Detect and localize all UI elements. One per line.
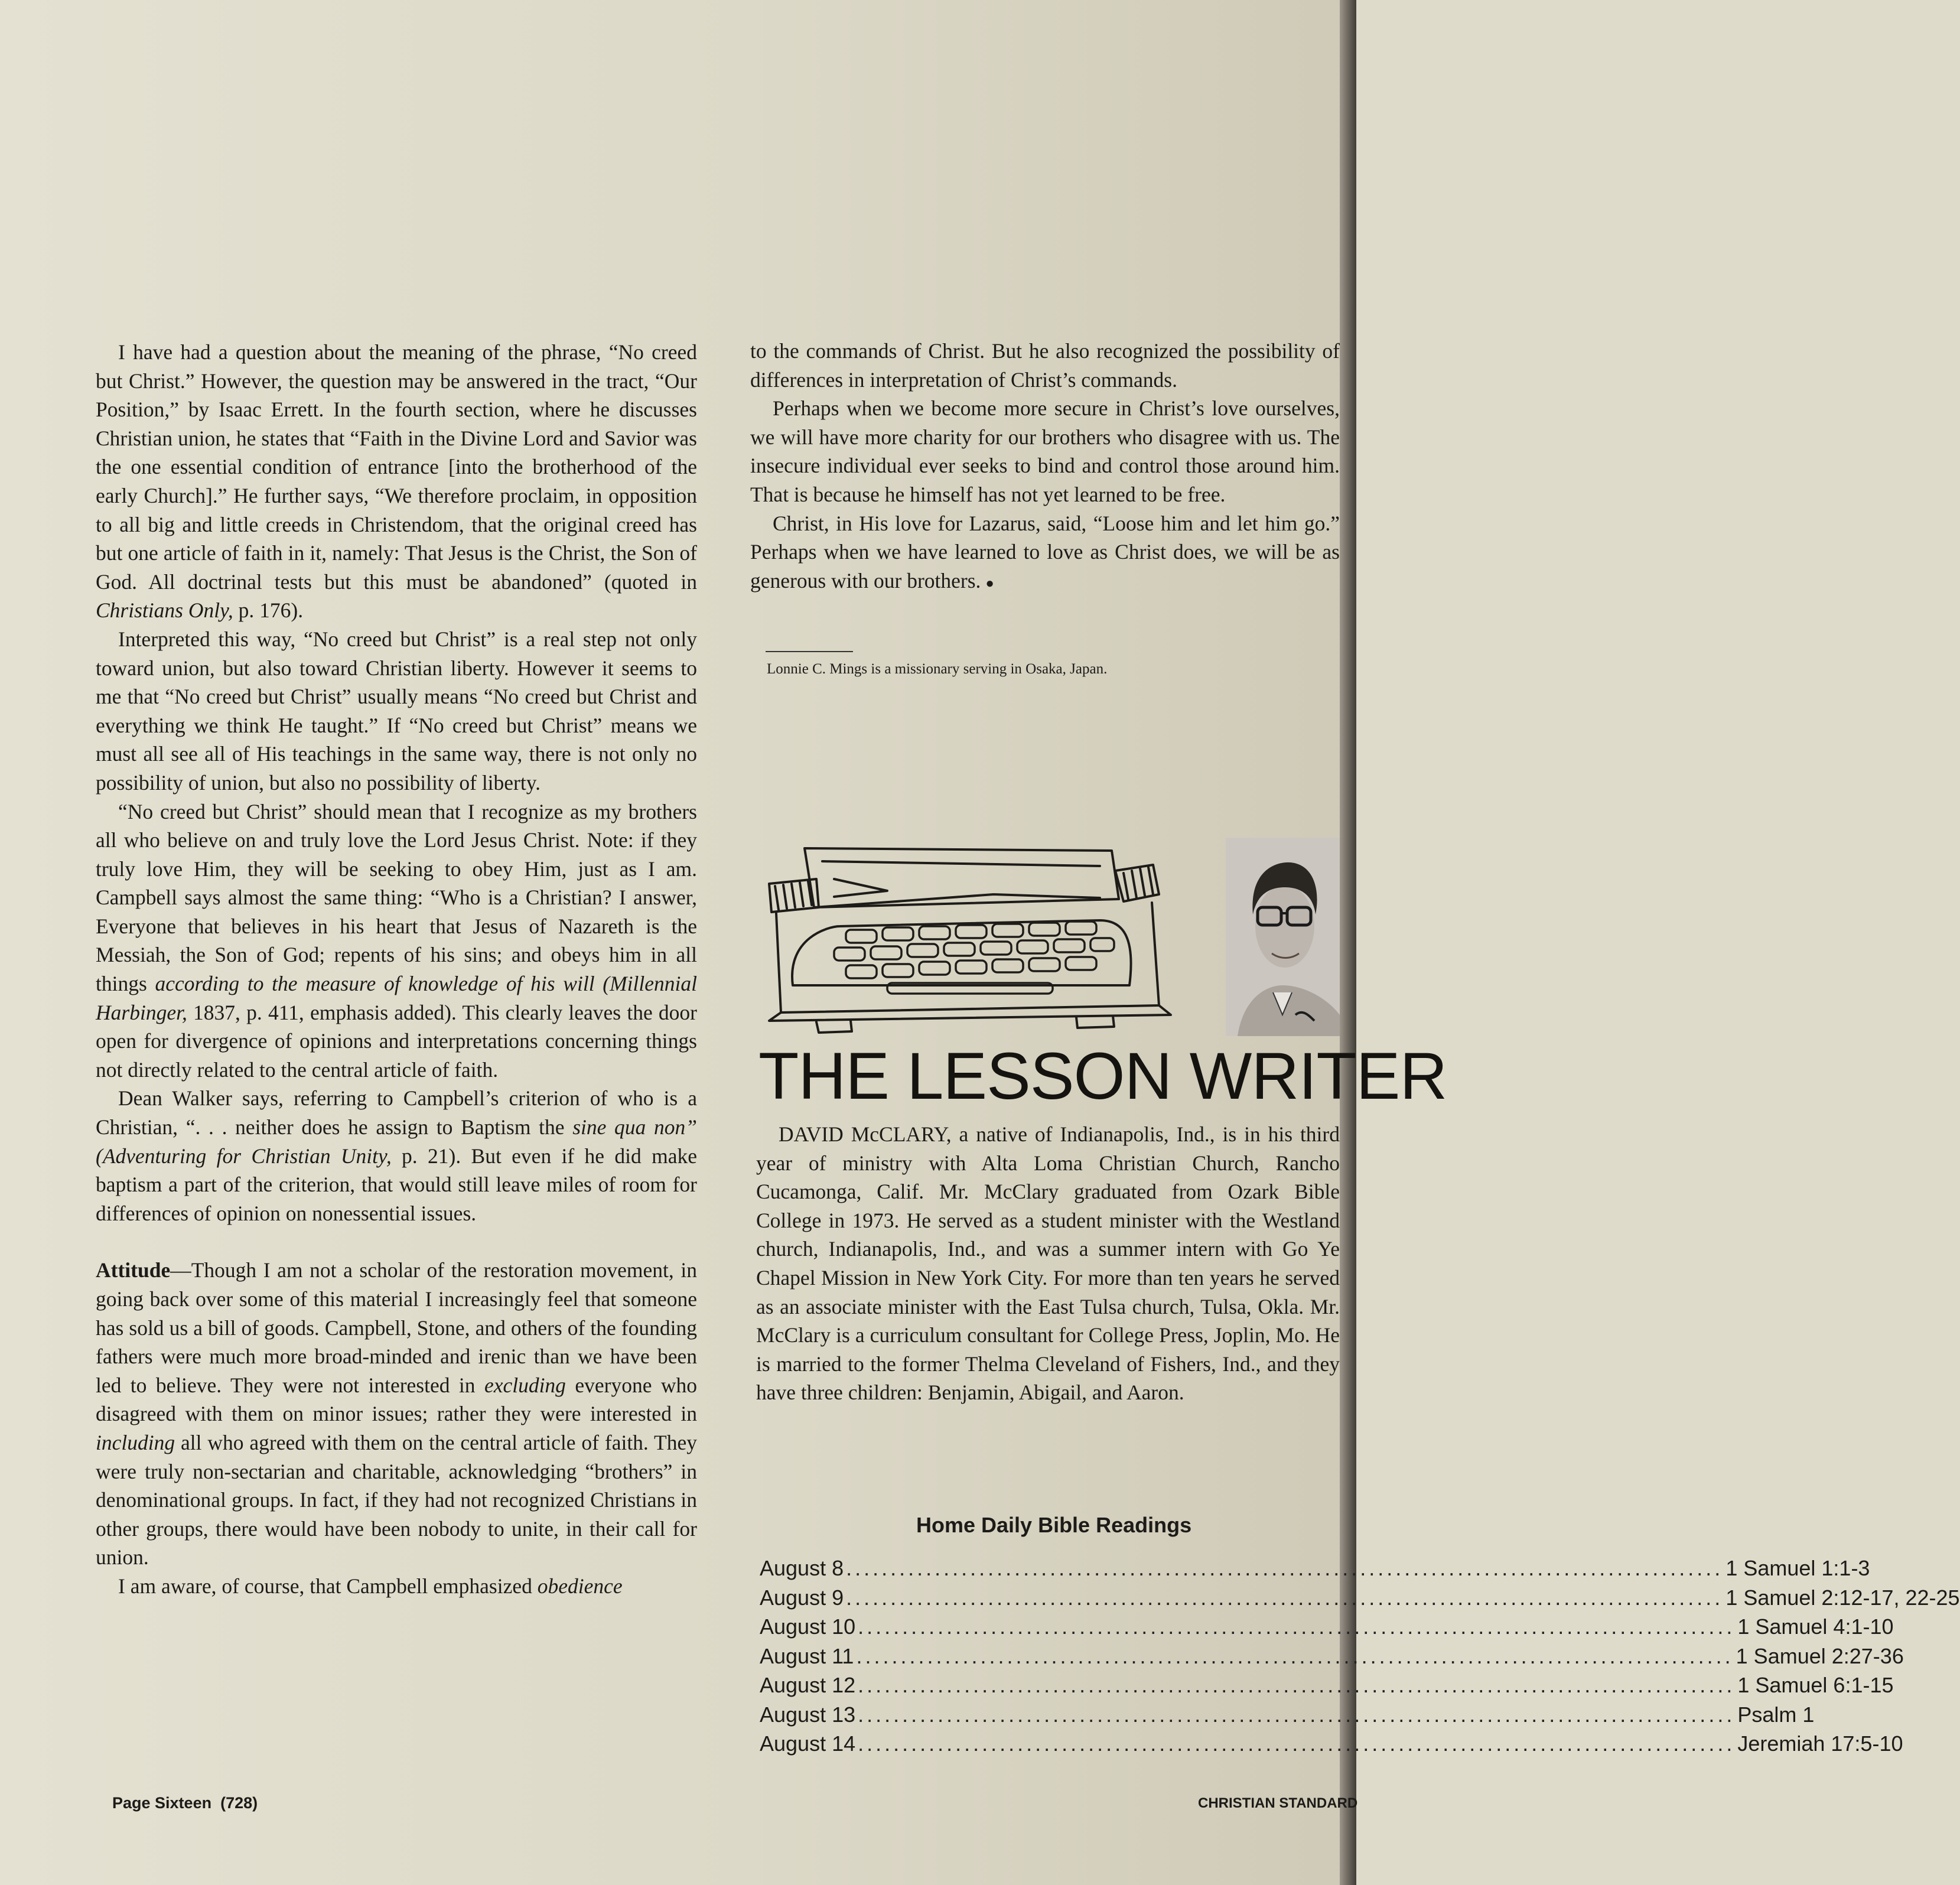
dot-leader: ................................................................................................... <box>846 1556 1724 1580</box>
reading-date: August 8 <box>760 1556 844 1580</box>
page-number: (728) <box>220 1794 258 1812</box>
italic-run: sine qua non” (Adventuring for Christian Unity, <box>96 1115 697 1168</box>
text-run: I am aware, of course, that Campbell emphasized <box>118 1574 538 1598</box>
text-run: Christ, in His love for Lazarus, said, “Loose him and let him go.” Perhaps when we have learned to love as Christ does, we will be as generous with our brothers. <box>750 511 1340 592</box>
reading-reference: 1 Samuel 1:1-3 <box>1725 1556 1870 1580</box>
dot-leader: ................................................................................................... <box>858 1673 1736 1697</box>
reading-row <box>760 1671 1894 1700</box>
lesson-writer-title: THE LESSON WRITER <box>758 1039 1447 1113</box>
typewriter-illustration <box>745 838 1224 1038</box>
text-run: all who agreed with them on the central article of faith. They were truly non-sectarian and charitable, acknowledging “brothers” in denominational groups. In fact, if they had not recognized Christians in other groups, there would have been nobody to unite, in their call for union. <box>96 1430 697 1570</box>
author-byline: Lonnie C. Mings is a missionary serving in Osaka, Japan. <box>767 661 1108 677</box>
italic-run: obedience <box>537 1574 623 1598</box>
reading-reference: Jeremiah 17:5-10 <box>1737 1731 1903 1756</box>
text-run: everyone who disagreed with them on minor issues; rather they were interested in <box>96 1373 697 1426</box>
dot-leader: ................................................................................................... <box>858 1702 1736 1727</box>
dot-leader: ................................................................................................... <box>858 1731 1736 1756</box>
reading-date: August 14 <box>760 1731 856 1756</box>
readings-title: Home Daily Bible Readings <box>916 1513 1192 1537</box>
reading-row <box>760 1583 1960 1613</box>
readings-list <box>760 1554 1960 1759</box>
reading-row <box>760 1612 1894 1642</box>
reading-reference: 1 Samuel 6:1-15 <box>1737 1673 1894 1697</box>
paragraph <box>96 1084 697 1228</box>
paragraph <box>96 1256 697 1572</box>
end-mark: ● <box>985 575 994 591</box>
article-right-column <box>750 337 1340 598</box>
author-photo <box>1226 838 1340 1036</box>
dot-leader: ................................................................................................... <box>858 1614 1736 1639</box>
text-run: I have had a question about the meaning of the phrase, “No creed but Christ.” However, the question may be answered in the tract, “Our Position,” by Isaac Errett. In the fourth section, where he discusses Christian union, he states that “Faith in the Divine Lord and Savior was the one essential condition of entrance [into the brotherhood of the early Church].” He further says, “We therefore proclaim, in opposition to all big and little creeds in Christendom, that the original creed has but one article of faith in it, namely: That Jesus is the Christ, the Son of God. All doctrinal tests but this must be abandoned” (quoted in <box>96 340 697 594</box>
reading-date: August 13 <box>760 1702 856 1727</box>
reading-date: August 10 <box>760 1614 856 1639</box>
reading-reference: 1 Samuel 4:1-10 <box>1737 1614 1894 1639</box>
text-run: “No creed but Christ” should mean that I recognize as my brothers all who believe on and truly love the Lord Jesus Christ. Note: if they truly love Him, they will be seeking to obey Him, just as I am. Campbell says almost the same thing: “Who is a Christian? I answer, Everyone that believes in his heart that Jesus of Nazareth is the Messiah, the Son of God; repents of his sins; and obeys him in all things <box>96 799 697 996</box>
paragraph <box>750 509 1340 598</box>
page-label: Page Sixteen <box>112 1794 212 1812</box>
reading-date: August 11 <box>760 1643 854 1668</box>
paragraph <box>96 1572 697 1601</box>
dot-leader: ................................................................................................... <box>846 1585 1724 1610</box>
reading-row <box>760 1642 1904 1671</box>
section-heading: Attitude <box>96 1258 171 1282</box>
article-left-column <box>96 338 697 1601</box>
paragraph: Perhaps when we become more secure in Christ’s love ourselves, we will have more charity for our brothers who disagree with us. The insecure individual ever seeks to bind and control those around him. That is because he himself has not yet learned to be free. <box>750 396 1340 506</box>
typewriter-drawing <box>769 848 1171 1033</box>
text-run: Dean Walker says, referring to Campbell’s criterion of who is a Christian, “. . . neither does he assign to Baptism the <box>96 1086 697 1140</box>
reading-row <box>760 1554 1870 1583</box>
text-run: p. 176). <box>233 598 304 623</box>
reading-reference: 1 Samuel 2:27-36 <box>1736 1643 1904 1668</box>
paragraph: Interpreted this way, “No creed but Christ” is a real step not only toward union, but also toward Christian liberty. However it seems to me that “No creed but Christ” usually means “No creed but Christ and everything we think He taught.” If “No creed but Christ” means we must all see all of His teachings in the same way, there is not only no possibility of union, but also no possibility of liberty. <box>96 627 697 795</box>
reading-row <box>760 1729 1903 1759</box>
italic-run: Christians Only, <box>96 598 233 623</box>
italic-run: according to the measure of knowledge of his will (Millennial Harbinger, <box>96 972 697 1024</box>
italic-run: excluding <box>484 1373 566 1397</box>
text-run: 1837, p. 411, emphasis added). This clearly leaves the door open for divergence of opinions and interpretations concerning things not directly related to the central article of faith. <box>96 1000 697 1082</box>
reading-date: August 9 <box>760 1585 844 1610</box>
reading-reference: 1 Samuel 2:12-17, 22-25 <box>1725 1585 1960 1610</box>
text-run: —Though I am not a scholar of the restoration movement, in going back over some of this material I increasingly feel that someone has sold us a bill of goods. Campbell, Stone, and others of the founding fathers were much more broad-minded and irenic than we have been led to believe. They were not interested in <box>96 1258 697 1397</box>
reading-row <box>760 1700 1815 1730</box>
paragraph: to the commands of Christ. But he also recognized the possibility of differences in interpretation of Christ’s commands. <box>750 339 1340 392</box>
page-footer <box>112 1793 258 1812</box>
text-run: p. 21). But even if he did make baptism a part of the criterion, that would still leave miles of room for differences of opinion on nonessential issues. <box>96 1144 697 1225</box>
lesson-writer-bio: DAVID McCLARY, a native of Indianapolis, Ind., is in his third year of ministry with Alta Loma Christian Church, Rancho Cucamonga, Calif. Mr. McClary graduated from Ozark Bible College in 1973. He served as a student minister with the Westland church, Indianapolis, Ind., and was a summer intern with Go Ye Chapel Mission in New York City. For more than ten years he served as an associate minister with the East Tulsa church, Tulsa, Okla. Mr. McClary is a curriculum consultant for College Press, Joplin, Mo. He is married to the former Thelma Cleveland of Fishers, Ind., and they have three children: Benjamin, Abigail, and Aaron. <box>756 1122 1340 1405</box>
italic-run: including <box>96 1430 175 1454</box>
dot-leader: ................................................................................................... <box>856 1643 1734 1668</box>
reading-reference: Psalm 1 <box>1737 1702 1815 1727</box>
reading-date: August 12 <box>760 1673 856 1697</box>
publication-name: CHRISTIAN STANDARD <box>1198 1795 1358 1811</box>
paragraph <box>96 797 697 1085</box>
byline-rule <box>766 651 853 652</box>
paragraph <box>96 338 697 625</box>
